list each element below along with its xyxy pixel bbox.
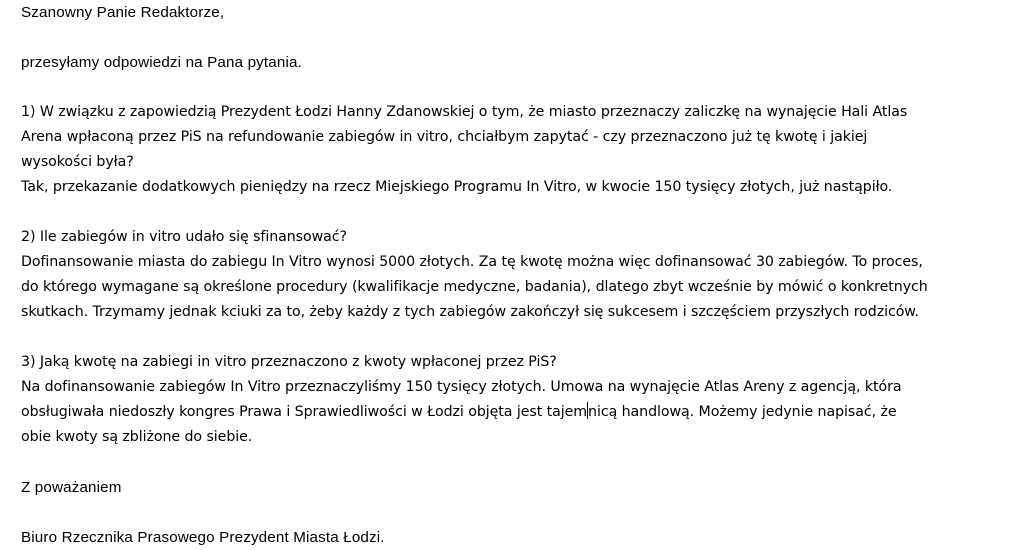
- question-1-line-1: 1) W związku z zapowiedzią Prezydent Łodzi Hanny Zdanowskiej o tym, że miasto przeznaczy zaliczkę na wynajęcie Hali Atlas: [21, 104, 908, 120]
- spacer: [21, 75, 1011, 100]
- answer-2-line-1: Dofinansowanie miasta do zabiegu In Vitro wynosi 5000 złotych. Za tę kwotę można więc dofinansować 30 zabiegów. To proces,: [21, 254, 923, 270]
- answer-1-line-1: Tak, przekazanie dodatkowych pieniędzy na rzecz Miejskiego Programu In Vitro, w kwocie 150 tysięcy złotych, już nastąpiło.: [21, 179, 893, 195]
- answer-3-line-2a: obsługiwała niedoszły kongres Prawa i Sprawiedliwości w Łodzi objęta jest tajem: [21, 404, 588, 420]
- answer-3-line-2b: nicą handlową. Możemy jedynie napisać, że: [588, 404, 897, 420]
- qa-block-2: [21, 225, 1011, 350]
- spacer: [21, 500, 1011, 525]
- question-3-line-1: 3) Jaką kwotę na zabiegi in vitro przeznaczono z kwoty wpłaconej przez PiS?: [21, 354, 557, 370]
- greeting-block: [21, 0, 1011, 100]
- spacer: [21, 325, 1011, 350]
- question-2-line-1: 2) Ile zabiegów in vitro udało się sfinansować?: [21, 229, 347, 245]
- answer-2-line-2: do którego wymagane są określone procedury (kwalifikacje medyczne, badania), dlatego zbyt wcześnie by mówić o konkretnych: [21, 279, 928, 295]
- spacer: [21, 450, 1011, 475]
- qa-block-3: [21, 350, 1011, 475]
- answer-3-line-2-with-caret: [21, 400, 1011, 425]
- answer-2-line-3: skutkach. Trzymamy jednak kciuki za to, żeby każdy z tych zabiegów zakończył się sukcesem i szczęściem przyszłych rodziców.: [21, 304, 919, 320]
- email-body-text[interactable]: [21, 0, 1011, 550]
- question-1-line-2: Arena wpłaconą przez PiS na refundowanie zabiegów in vitro, chciałbym zapytać - czy przeznaczono już tę kwotę i jakiej: [21, 129, 868, 145]
- greeting-line-1: Szanowny Panie Redaktorze,: [21, 4, 225, 21]
- closing-signoff: Z poważaniem: [21, 479, 122, 496]
- spacer: [21, 200, 1011, 225]
- spacer: [21, 25, 1011, 50]
- answer-3-line-1: Na dofinansowanie zabiegów In Vitro przeznaczyliśmy 150 tysięcy złotych. Umowa na wynajęcie Atlas Areny z agencją, która: [21, 379, 902, 395]
- answer-3-line-3: obie kwoty są zbliżone do siebie.: [21, 429, 253, 445]
- closing-sender: Biuro Rzecznika Prasowego Prezydent Miasta Łodzi.: [21, 529, 385, 546]
- qa-block-1: [21, 100, 1011, 225]
- question-1-line-3: wysokości była?: [21, 154, 134, 170]
- closing-block: [21, 475, 1011, 550]
- greeting-line-2: przesyłamy odpowiedzi na Pana pytania.: [21, 54, 302, 71]
